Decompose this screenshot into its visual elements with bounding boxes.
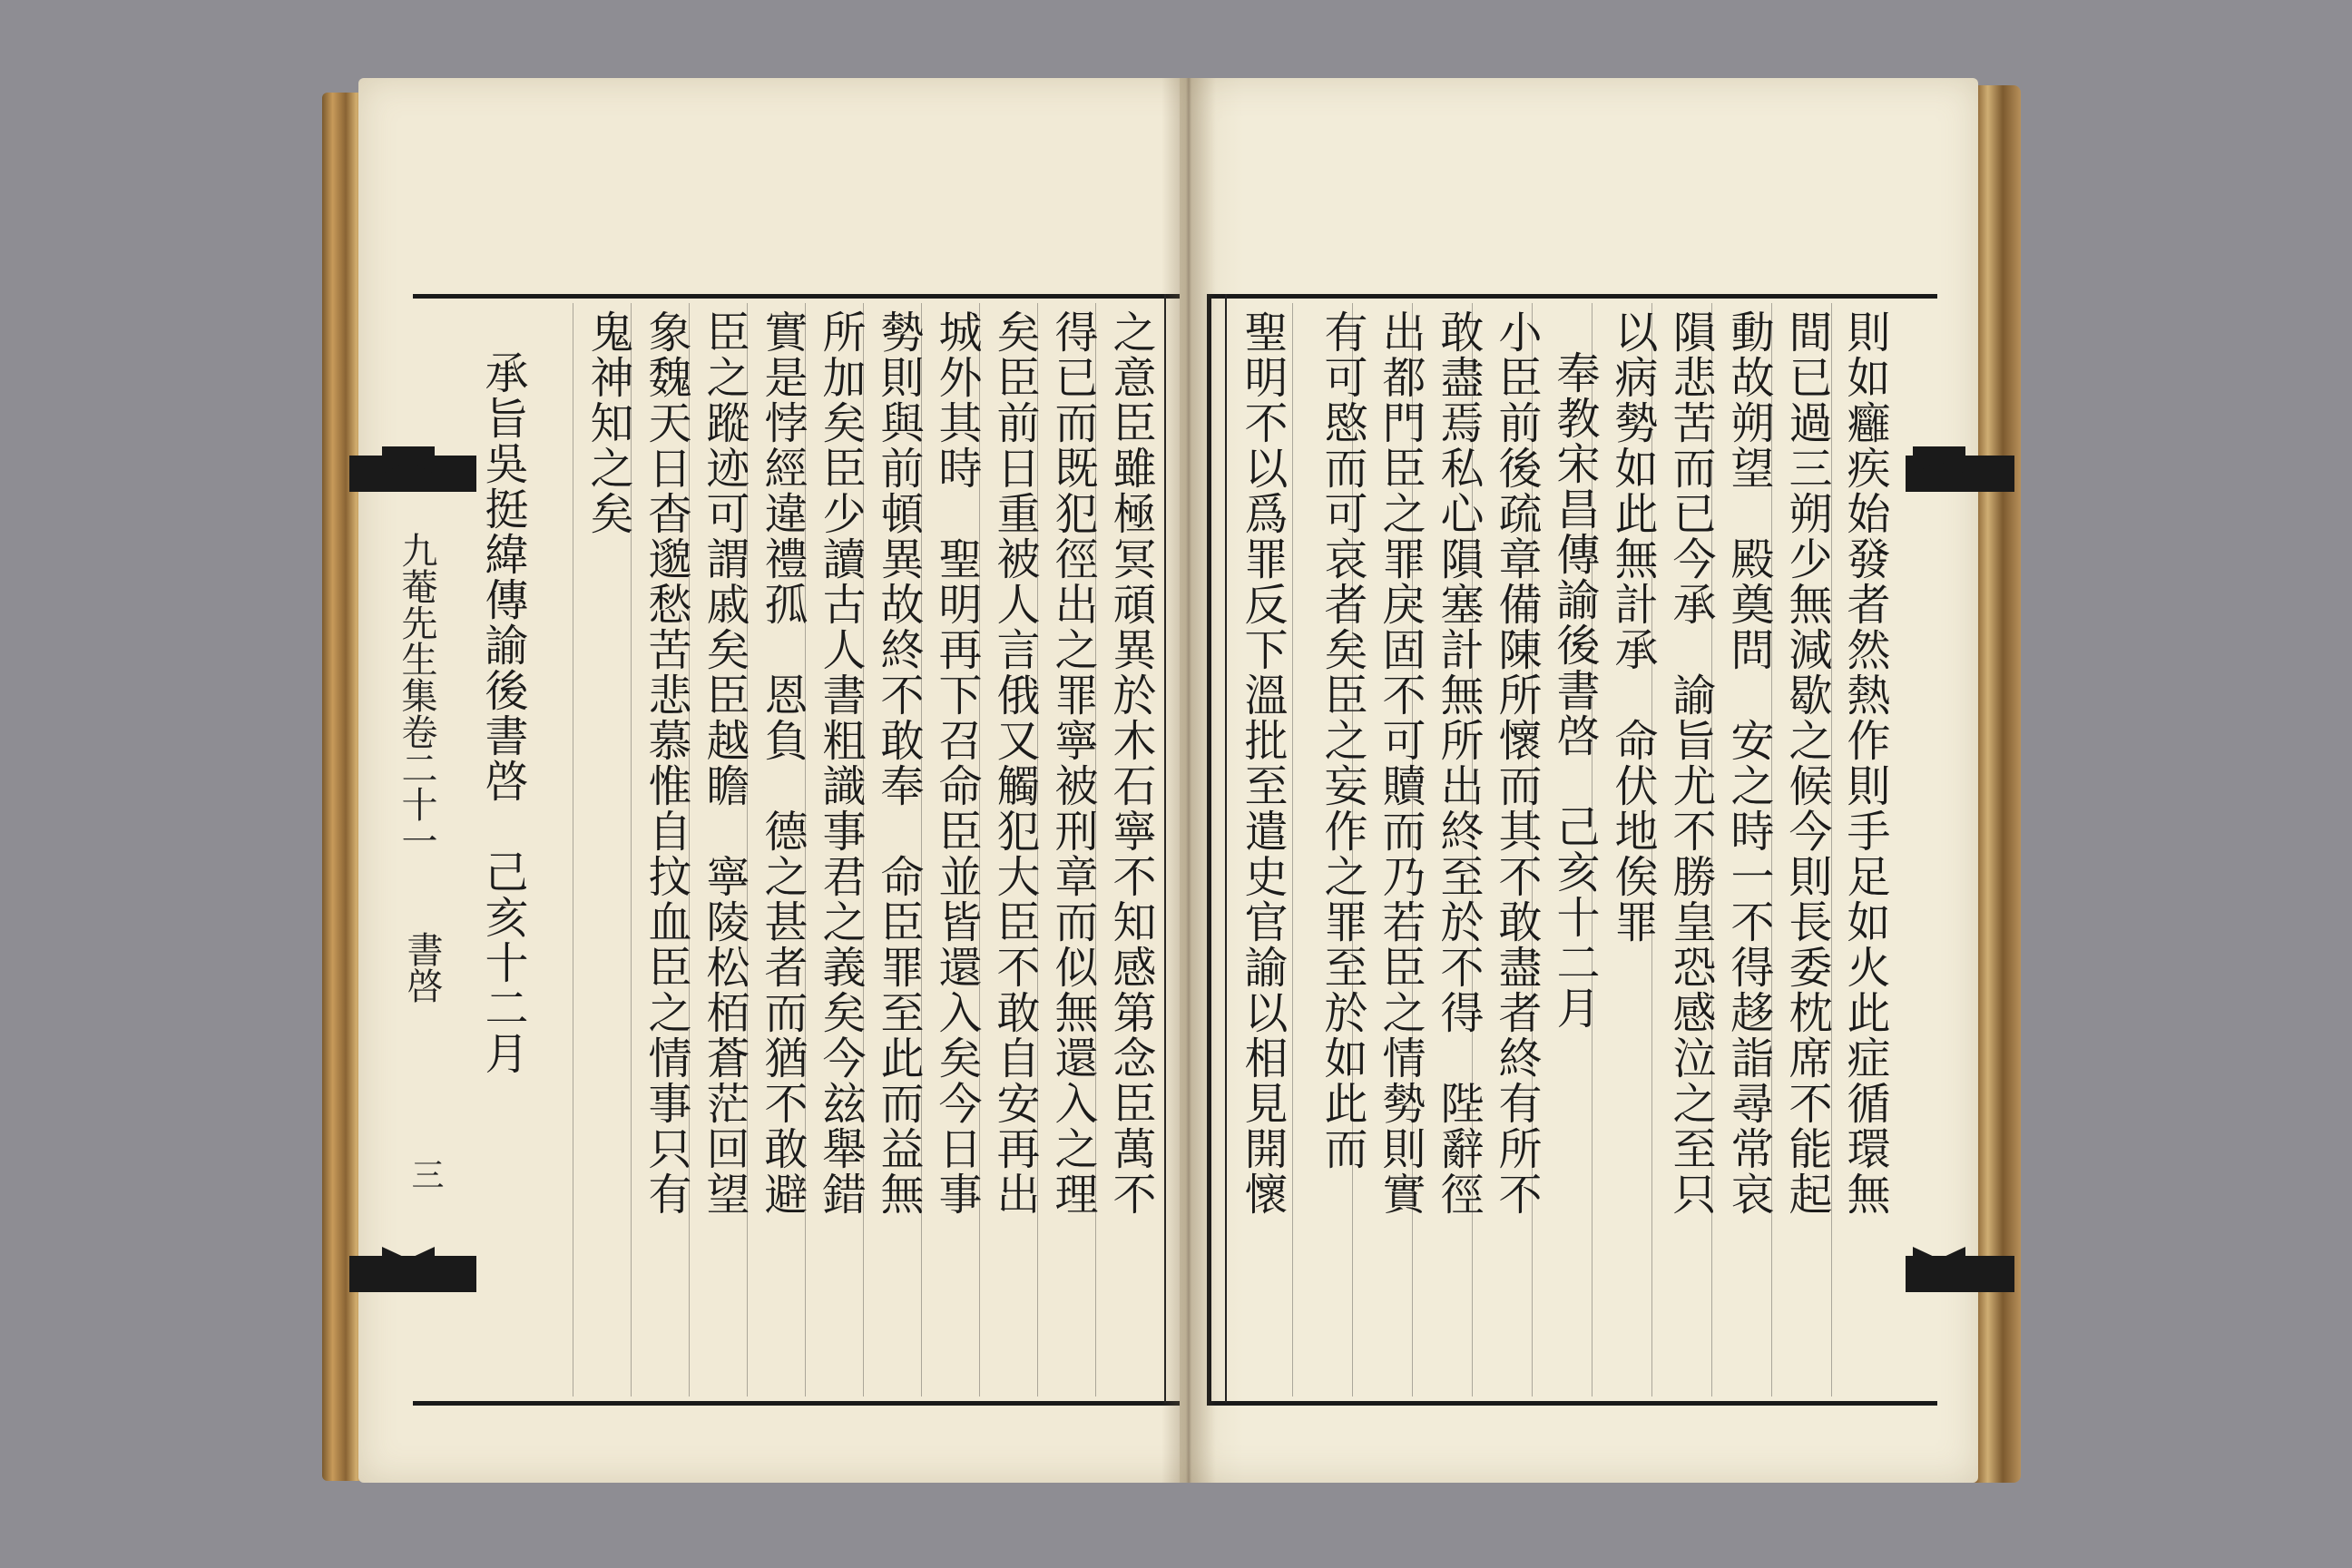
text-column: 聖明不以爲罪反下溫批至遣史官諭以相見開懷 — [1237, 309, 1288, 1217]
text-column: 勢則與前頓異故終不敢奉 命臣罪至此而益無 — [873, 309, 924, 1217]
text-column: 隕悲苦而已今承 諭旨尤不勝皇恐感泣之至只 — [1665, 309, 1716, 1217]
margin-page-number: 三 — [407, 1158, 444, 1191]
text-column: 小臣前後疏章備陳所懷而其不敢盡者終有所不 — [1491, 309, 1542, 1217]
section-heading-column: 承旨吳挺緯傳諭後書啓 己亥十二月 — [477, 350, 528, 1076]
text-column: 矣臣前日重被人言俄又觸犯大臣不敢自安再出 — [989, 309, 1040, 1217]
right-frame-inner-line — [1225, 294, 1227, 1403]
text-column: 出都門臣之罪戾固不可贖而乃若臣之情勢則實 — [1375, 309, 1426, 1217]
open-book — [322, 78, 2046, 1494]
text-column: 所加矣臣少讀古人書粗識事君之義矣今玆舉錯 — [815, 309, 866, 1217]
text-column: 以病勢如此無計承 命伏地俟罪 — [1607, 309, 1658, 945]
text-column: 之意臣雖極冥頑異於木石寧不知感第念臣萬不 — [1105, 309, 1156, 1217]
left-page — [358, 78, 1220, 1483]
margin-book-title: 九菴先生集卷二十一 — [396, 532, 437, 858]
book-gutter — [1161, 78, 1216, 1483]
text-column: 有可愍而可哀者矣臣之妄作之罪至於如此而 — [1317, 309, 1367, 1171]
margin-section-label: 書啓 — [401, 931, 443, 1004]
column-rule — [1292, 303, 1293, 1396]
right-page — [1180, 78, 1978, 1483]
text-column: 敢盡焉私心隕塞計無所出終至於不得 陛辭徑 — [1433, 309, 1484, 1217]
section-heading-column: 奉教宋昌傳諭後書啓 己亥十二月 — [1549, 350, 1600, 1031]
text-column: 實是悖經違禮孤 恩負 德之甚者而猶不敢避 — [757, 309, 808, 1217]
text-column: 間已過三朔少無減歇之候今則長委枕席不能起 — [1781, 309, 1832, 1217]
text-column: 則如癰疾始發者然熱作則手足如火此症循環無 — [1839, 309, 1890, 1217]
text-column: 象魏天日杳邈愁苦悲慕惟自抆血臣之情事只有 — [641, 309, 691, 1217]
fish-tail-right-bottom-icon — [1913, 1247, 1965, 1274]
fish-tail-bottom-icon — [382, 1247, 435, 1274]
text-column: 鬼神知之矣 — [583, 309, 633, 536]
text-column: 動故朔望 殿奠問 安之時一不得趍詣尋常哀 — [1723, 309, 1774, 1217]
text-column: 城外其時 聖明再下召命臣並皆還入矣今日事 — [931, 309, 982, 1217]
text-column: 得已而既犯徑出之罪寧被刑章而似無還入之理 — [1047, 309, 1098, 1217]
text-column: 臣之蹤迹可謂戚矣臣越瞻 寧陵松栢蒼茫回望 — [699, 309, 750, 1217]
